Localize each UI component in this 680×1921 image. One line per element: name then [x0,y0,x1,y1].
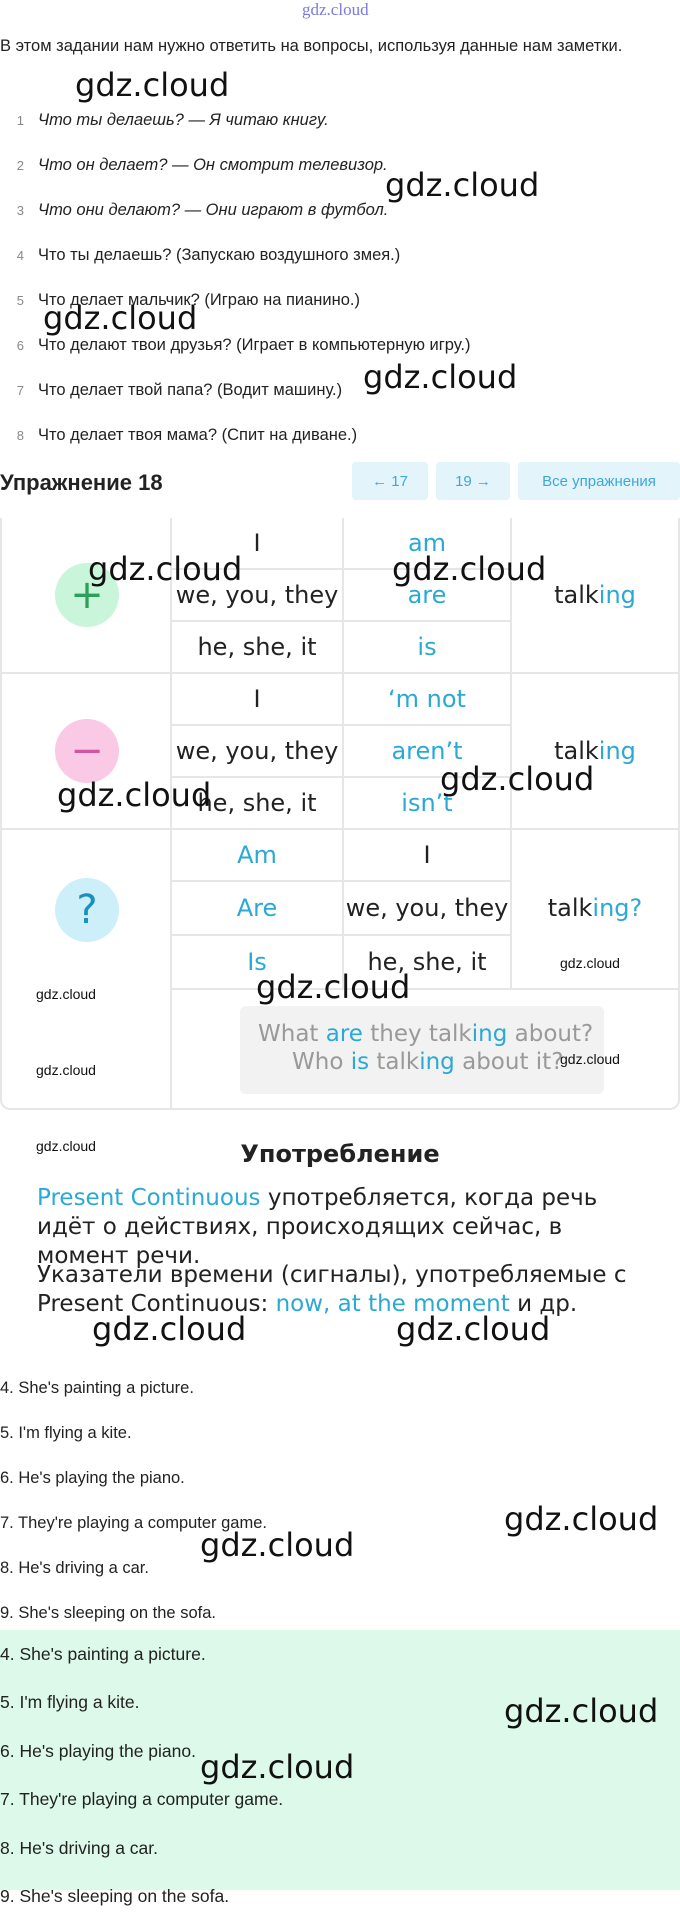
list-item: 4. She's painting a picture. [0,1630,680,1679]
prev-exercise-button[interactable]: ← 17 [352,462,428,500]
usage-text: и др. [510,1291,577,1317]
list-item [0,98,680,143]
example-aux: is [351,1049,369,1075]
example-text: talk [369,1049,419,1075]
usage-paragraph [37,1184,657,1271]
verb-cell [512,882,678,934]
example-line-2 [292,1049,563,1075]
list-item [0,368,680,413]
example-text: about? [507,1021,593,1047]
list-item: 8. He's driving a car. [0,1546,680,1591]
question-icon: ? [55,878,119,942]
plus-icon: + [55,563,119,627]
list-item: 7. They're playing a computer game. [0,1776,680,1825]
item-text: Что делает твоя мама? (Спит на диване.) [38,426,357,445]
usage-term: Present Continuous [37,1185,261,1211]
usage-title: Употребление [0,1140,680,1168]
verb-stem: talk [554,737,599,765]
subject-cell: he, she, it [172,778,342,828]
list-item [0,188,680,233]
aux-cell: Am [172,830,342,880]
verb-stem: talk [548,894,593,922]
list-item: 6. He's playing the piano. [0,1727,680,1776]
aux-cell: ‘m not [344,674,510,724]
item-text: Что они делают? — Они играют в футбол. [38,201,388,220]
item-number: 5 [0,293,24,308]
aux-cell: Is [172,936,342,988]
item-text: Что делает твой папа? (Водит машину.) [38,381,342,400]
usage-text: Указатели времени (сигналы), употребляемые с Present Continuous: [37,1262,627,1317]
subject-cell: we, you, they [172,570,342,620]
watermark: gdz.cloud [43,299,197,337]
watermark: gdz.cloud [256,968,410,1006]
list-item: 5. I'm flying a kite. [0,1679,680,1728]
watermark: gdz.cloud [392,550,546,588]
question-list [0,98,680,458]
item-text: Что ты делаешь? — Я читаю книгу. [38,111,329,130]
watermark: gdz.cloud [200,1526,354,1564]
example-aux: are [326,1021,363,1047]
intro-text: В этом задании нам нужно ответить на вопросы, используя данные нам заметки. [0,28,676,64]
subject-cell: I [344,830,510,880]
example-text: about it? [455,1049,564,1075]
exercise-header [0,462,680,504]
subject-cell: he, she, it [172,622,342,672]
verb-stem: talk [554,581,599,609]
watermark: gdz.cloud [504,1692,658,1730]
watermark: gdz.cloud [36,986,96,1002]
watermark: gdz.cloud [560,955,620,971]
watermark: gdz.cloud [560,1051,620,1067]
list-item [0,233,680,278]
subject-cell: I [172,518,342,568]
example-line-1 [258,1021,593,1047]
list-item: 9. She's sleeping on the sofa. [0,1591,680,1636]
list-item [0,413,680,458]
item-number: 6 [0,338,24,353]
subject-cell: he, she, it [344,936,510,988]
next-exercise-button[interactable]: 19 → [436,462,510,500]
usage-text: употребляется, когда речь идёт о действиях, происходящих сейчас, в момент речи. [37,1185,597,1269]
watermark: gdz.cloud [385,166,539,204]
watermark: gdz.cloud [200,1748,354,1786]
aux-cell: aren’t [344,726,510,776]
usage-signals: now, at the moment [276,1291,510,1317]
aux-cell: am [344,518,510,568]
watermark: gdz.cloud [396,1310,550,1348]
example-text: What [258,1021,326,1047]
list-item: 5. I'm flying a kite. [0,1411,680,1456]
verb-ending: ing [599,737,636,765]
watermark: gdz.cloud [36,1138,96,1154]
example-text: Who [292,1049,351,1075]
aux-cell: Are [172,882,342,934]
watermark: gdz.cloud [92,1310,246,1348]
subject-cell: I [172,674,342,724]
item-number: 1 [0,113,24,128]
verb-ending: ing [599,581,636,609]
watermark: gdz.cloud [88,550,242,588]
watermark: gdz.cloud [504,1500,658,1538]
exercise-title: Упражнение 18 [0,470,163,496]
aux-cell: is [344,622,510,672]
list-item [0,143,680,188]
list-item: 9. She's sleeping on the sofa. [0,1873,680,1921]
item-text: Что он делает? — Он смотрит телевизор. [38,156,388,175]
example-ending: ing [472,1021,508,1047]
site-logo[interactable]: gdz.cloud [302,0,369,20]
example-sentences [240,1006,604,1094]
item-number: 8 [0,428,24,443]
subject-cell: we, you, they [344,882,510,934]
list-item: 4. She's painting a picture. [0,1366,680,1411]
item-number: 4 [0,248,24,263]
watermark: gdz.cloud [57,776,211,814]
aux-cell: are [344,570,510,620]
item-number: 3 [0,203,24,218]
list-item: 7. They're playing a computer game. [0,1501,680,1546]
watermark: gdz.cloud [36,1062,96,1078]
example-ending: ing [419,1049,455,1075]
item-text: Что делает мальчик? (Играю на пианино.) [38,291,360,310]
aux-cell: isn’t [344,778,510,828]
subject-cell: we, you, they [172,726,342,776]
all-exercises-button[interactable]: Все упражнения [518,462,680,500]
item-text: Что делают твои друзья? (Играет в компьютерную игру.) [38,336,470,355]
minus-icon: − [55,719,119,783]
verb-ending: ing? [592,894,642,922]
list-item: 8. He's driving a car. [0,1824,680,1873]
item-number: 7 [0,383,24,398]
example-text: they talk [363,1021,472,1047]
item-text: Что ты делаешь? (Запускаю воздушного змея.) [38,246,400,265]
item-number: 2 [0,158,24,173]
watermark: gdz.cloud [440,760,594,798]
watermark: gdz.cloud [363,358,517,396]
list-item: 6. He's playing the piano. [0,1456,680,1501]
watermark: gdz.cloud [75,66,229,104]
